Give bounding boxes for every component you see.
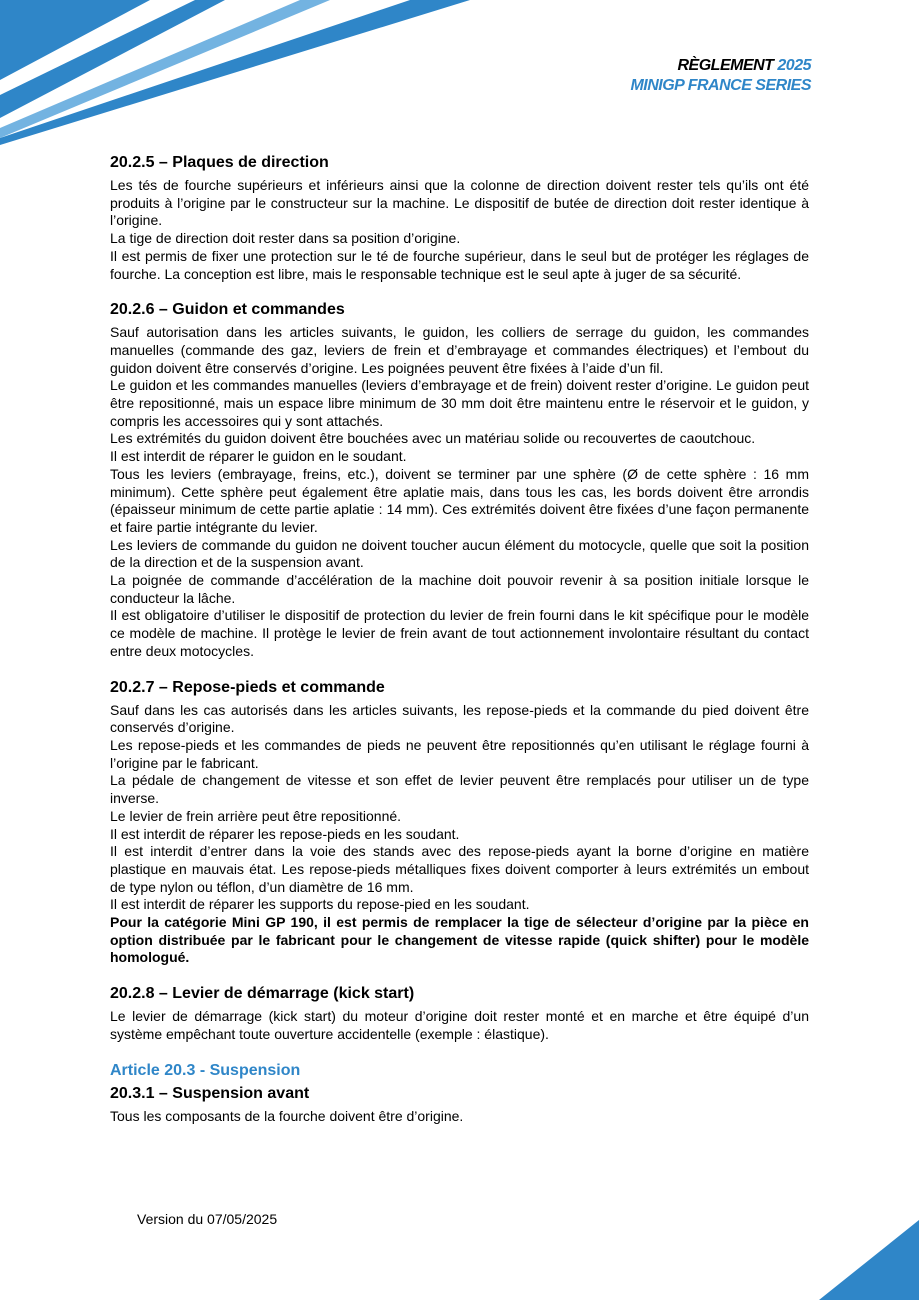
paragraph: Le guidon et les commandes manuelles (leviers d’embrayage et de frein) doivent rester d’origine. Le guidon peut être repositionné, mais un espace libre minimum de 30 mm doit être maintenu entre le réservoir et le guidon, y compris les accessoires qui y sont attachés. bbox=[110, 377, 809, 429]
paragraph: Pour la catégorie Mini GP 190, il est permis de remplacer la tige de sélecteur d’origine par la pièce en option distribuée par le fabricant pour le changement de vitesse rapide (quick shifter) pour le modèle homologué. bbox=[110, 914, 809, 966]
article-title: Article 20.3 - Suspension bbox=[110, 1061, 301, 1079]
header-title-word: RÈGLEMENT bbox=[677, 57, 774, 74]
paragraph: Sauf autorisation dans les articles suivants, le guidon, les colliers de serrage du guidon, les commandes manuelles (commande des gaz, leviers de frein et d’embrayage et commandes électriques) et l’embout du guidon doivent être conservés d’origine. Les poignées peuvent être fixées à l’aide d’un fil. bbox=[110, 324, 809, 376]
paragraph: Tous les composants de la fourche doivent être d’origine. bbox=[110, 1107, 464, 1124]
paragraph: Les tés de fourche supérieurs et inférieurs ainsi que la colonne de direction doivent rester tels qu’ils ont été produits à l’origine par le constructeur sur la machine. Le dispositif de butée de direction doit rester identique à l’origine. bbox=[110, 177, 809, 229]
paragraph: La poignée de commande d’accélération de la machine doit pouvoir revenir à sa position initiale lorsque le conducteur la lâche. bbox=[110, 572, 809, 606]
paragraph: Tous les leviers (embrayage, freins, etc.), doivent se terminer par une sphère (Ø de cette sphère : 16 mm minimum). Cette sphère peut également être aplatie mais, dans tous les cas, les bords doivent être arrondis (épaisseur minimum de cette partie aplatie : 14 mm). Ces extrémités doivent être fixées d’une façon permanente et faire partie intégrante du levier. bbox=[110, 465, 809, 535]
footer-version: Version du 07/05/2025 bbox=[137, 1211, 278, 1227]
paragraph: La tige de direction doit rester dans sa position d’origine. bbox=[110, 230, 461, 247]
section-heading: 20.3.1 – Suspension avant bbox=[110, 1084, 310, 1102]
paragraph: La pédale de changement de vitesse et son effet de levier peuvent être remplacés pour utiliser un de type inverse. bbox=[110, 772, 809, 807]
section-heading: 20.2.7 – Repose-pieds et commande bbox=[110, 678, 385, 696]
section-heading: 20.2.5 – Plaques de direction bbox=[110, 154, 329, 171]
paragraph: Le levier de démarrage (kick start) du moteur d’origine doit rester monté et en marche et être équipé d’un système empêchant toute ouverture accidentelle (exemple : élastique). bbox=[110, 1008, 809, 1042]
paragraph: Il est interdit de réparer les supports du repose-pied en les soudant. bbox=[110, 896, 530, 913]
document-header bbox=[630, 56, 811, 96]
header-series: MINIGP FRANCE SERIES bbox=[630, 77, 811, 94]
section-heading: 20.2.8 – Levier de démarrage (kick start) bbox=[110, 985, 415, 1003]
paragraph: Il est interdit de réparer le guidon en le soudant. bbox=[110, 448, 407, 465]
bottom-right-corner-decoration bbox=[819, 1220, 919, 1300]
top-left-stripes-decoration bbox=[0, 0, 480, 145]
document-body bbox=[110, 153, 809, 1125]
paragraph: Les extrémités du guidon doivent être bouchées avec un matériau solide ou recouvertes de caoutchouc. bbox=[110, 430, 756, 447]
paragraph: Les repose-pieds et les commandes de pieds ne peuvent être repositionnés qu’en utilisant le réglage fourni à l’origine par le fabricant. bbox=[110, 736, 809, 771]
header-title-line bbox=[630, 56, 811, 76]
paragraph: Les leviers de commande du guidon ne doivent toucher aucun élément du motocycle, quelle que soit la position de la direction et de la suspension avant. bbox=[110, 536, 809, 571]
paragraph: Il est permis de fixer une protection sur le té de fourche supérieur, dans le seul but de protéger les réglages de fourche. La conception est libre, mais le responsable technique est le seul apte à juger de sa sécurité. bbox=[110, 247, 809, 282]
paragraph: Il est interdit d’entrer dans la voie des stands avec des repose-pieds ayant la borne d’origine en matière plastique en mauvais état. Les repose-pieds métalliques fixes doivent comporter à leurs extrémités un embout de type nylon ou téflon, d’un diamètre de 16 mm. bbox=[110, 843, 809, 895]
paragraph: Il est obligatoire d’utiliser le dispositif de protection du levier de frein fourni dans le kit spécifique pour le modèle ce modèle de machine. Il protège le levier de frein avant de tout actionnement involontaire résultant du contact entre deux motocycles. bbox=[110, 607, 809, 659]
header-year: 2025 bbox=[777, 57, 811, 74]
paragraph: Sauf dans les cas autorisés dans les articles suivants, les repose-pieds et la commande du pied doivent être conservés d’origine. bbox=[110, 701, 809, 736]
section-heading: 20.2.6 – Guidon et commandes bbox=[110, 301, 345, 319]
paragraph: Le levier de frein arrière peut être repositionné. bbox=[110, 807, 402, 824]
paragraph: Il est interdit de réparer les repose-pieds en les soudant. bbox=[110, 825, 460, 842]
